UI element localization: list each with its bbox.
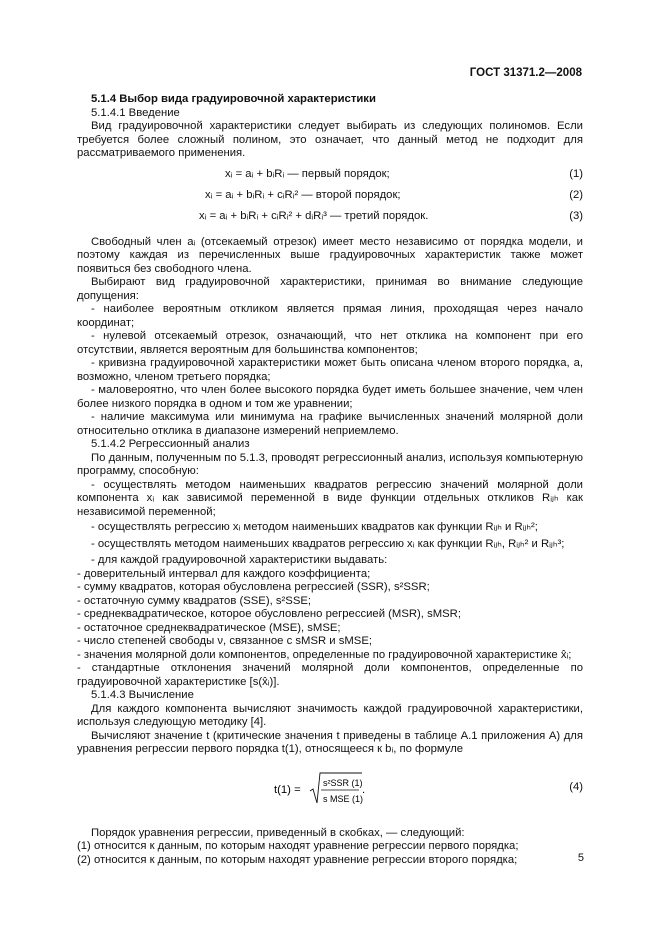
order-item: (2) относится к данным, по которым находят уравнение регрессии второго порядка;	[77, 853, 518, 866]
calculation-paragraph-2: Вычисляют значение t (критические значения t приведены в таблице А.1 приложения А) для уравнения регрессии первого порядка t(1), относящееся к bᵢ, по формуле	[77, 729, 583, 755]
assumptions-intro: Выбирают вид градуировочной характеристики, принимая во внимание следующие допущения:	[77, 276, 583, 302]
assumption-item: - наличие максимума или минимума на графике вычисленных значений молярной доли относительно отклика в диапазоне измерений неприемлемо.	[77, 411, 583, 437]
assumption-item: - наиболее вероятным откликом является прямая линия, проходящая через начало координат;	[77, 303, 583, 329]
output-item: - остаточную сумму квадратов (SSE), s²SSE;	[77, 594, 312, 607]
output-item: - значения молярной доли компонентов, определенные по градуировочной характеристике x̂ᵢ;	[77, 648, 572, 661]
output-item: - остаточное среднеквадратическое (MSE), sMSE;	[77, 621, 341, 634]
intercept-paragraph: Свободный член aᵢ (отсекаемый отрезок) имеет место независимо от порядка модели, и поэтому каждая из перечисленных выше градуировочных характеристик также может появиться без свободного члена.	[77, 235, 583, 275]
equation-4	[77, 771, 583, 807]
output-item: - стандартные отклонения значений молярной доли компонентов, определенные по градуировочной характеристике [s(x̂ᵢ)].	[77, 662, 583, 688]
subsection-title-regression: 5.1.4.2 Регрессионный анализ	[91, 438, 250, 450]
equation-2-number: (2)	[569, 188, 583, 201]
intro-paragraph: Вид градуировочной характеристики следует выбирать из следующих полиномов. Если требуется более сложный полином, это означает, что данный метод не подходит для рассматриваемого применения.	[77, 120, 583, 159]
equation-4-lhs: t(1) =	[274, 783, 301, 796]
capability-item: - осуществлять методом наименьших квадратов регрессию xᵢ как функции Rᵢⱼₕ, Rᵢⱼₕ² и Rᵢⱼₕ³;	[91, 537, 565, 550]
assumption-item: - маловероятно, что член более высокого порядка будет иметь большее значение, чем член более низкого порядка в одном и том же уравнении;	[77, 384, 583, 410]
equation-1	[77, 168, 583, 182]
equation-4-number: (4)	[569, 780, 583, 793]
output-item: - среднеквадратическое, которое обусловлено регрессией (MSR), sMSR;	[77, 608, 461, 620]
output-item: - число степеней свободы ν, связанное с sMSR и sMSE;	[77, 635, 372, 647]
equation-3-text: xᵢ = aᵢ + bᵢRᵢ + cᵢRᵢ² + dᵢRᵢ³ — третий порядок.	[199, 209, 429, 222]
equation-4-numerator: s²SSR (1)	[323, 777, 363, 788]
document-body	[77, 93, 583, 867]
capability-item: - осуществлять регрессию xᵢ методом наименьших квадратов как функции Rᵢⱼₕ и Rᵢⱼₕ²;	[91, 521, 538, 533]
capability-item: - осуществлять методом наименьших квадратов регрессию значений молярной доли компонента xᵢ как зависимой переменной в виде функции отдельных откликов Rᵢⱼₕ как независимой переменной;	[77, 478, 583, 518]
subsection-title-intro: 5.1.4.1 Введение	[91, 106, 180, 119]
calculation-paragraph-1: Для каждого компонента вычисляют значимость каждой градуировочной характеристики, используя следующую методику [4].	[77, 702, 583, 728]
svg-text:.: .	[362, 783, 366, 796]
output-item: - доверительный интервал для каждого коэффициента;	[77, 567, 371, 580]
equation-4-denominator: s MSE (1)	[323, 793, 364, 804]
order-intro: Порядок уравнения регрессии, приведенный в скобках, — следующий:	[91, 826, 465, 839]
section-title: 5.1.4 Выбор вида градуировочной характеристики	[91, 93, 376, 105]
page-number: 5	[577, 852, 584, 864]
equation-2-text: xᵢ = aᵢ + bᵢRᵢ + cᵢRᵢ² — второй порядок;	[205, 188, 401, 201]
equation-4-formula	[274, 771, 394, 809]
equation-3	[77, 210, 583, 224]
equation-1-number: (1)	[569, 167, 583, 180]
regression-intro: По данным, полученным по 5.1.3, проводят регрессионный анализ, используя компьютерную программу, способную:	[77, 451, 583, 477]
order-item: (1) относится к данным, по которым находят уравнение регрессии первого порядка;	[77, 840, 519, 852]
standard-header: ГОСТ 31371.2—2008	[469, 67, 582, 79]
output-item: - сумму квадратов, которая обусловлена регрессией (SSR), s²SSR;	[77, 581, 430, 593]
assumption-item: - нулевой отсекаемый отрезок, означающий, что нет отклика на компонент при его отсутствии, является вероятным для большинства компонентов;	[77, 330, 583, 356]
equation-3-number: (3)	[569, 209, 583, 222]
capability-item: - для каждой градуировочной характеристики выдавать:	[91, 554, 388, 566]
subsection-title-calculation: 5.1.4.3 Вычисление	[91, 689, 194, 701]
equation-2	[77, 189, 583, 203]
equation-1-text: xᵢ = aᵢ + bᵢRᵢ — первый порядок;	[225, 167, 390, 180]
assumption-item: - кривизна градуировочной характеристики может быть описана членом второго порядка, а, возможно, членом третьего порядка;	[77, 357, 583, 383]
